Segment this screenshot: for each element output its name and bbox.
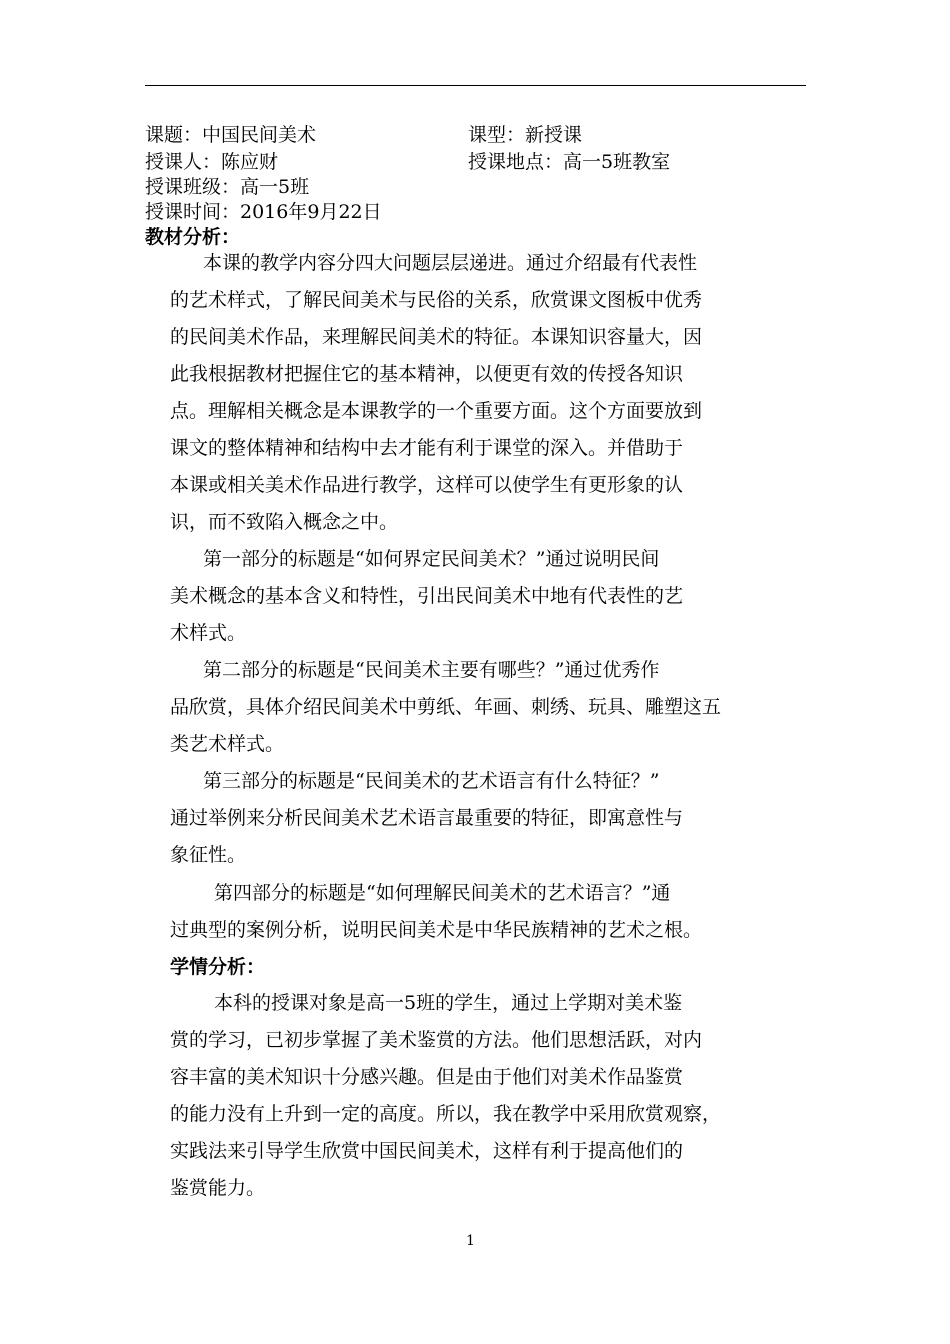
- textbook-analysis-heading: 教材分析：: [145, 226, 241, 248]
- student-analysis-heading: 学情分析：: [170, 956, 266, 978]
- textbook-line: 识，而不致陷入概念之中。: [170, 511, 399, 533]
- textbook-line: 过典型的案例分析，说明民间美术是中华民族精神的艺术之根。: [170, 919, 703, 941]
- textbook-line: 此我根据教材把握住它的基本精神，以便更有效的传授各知识: [170, 363, 684, 385]
- textbook-line: 第一部分的标题是“如何界定民间美术？”通过说明民间: [203, 548, 660, 570]
- textbook-line: 本课的教学内容分四大问题层层递进。通过介绍最有代表性: [203, 252, 698, 274]
- class-group: 授课班级：高一5班: [145, 176, 310, 198]
- course-title: 课题：中国民间美术: [145, 124, 317, 146]
- textbook-line: 本课或相关美术作品进行教学，这样可以使学生有更形象的认: [170, 474, 684, 496]
- textbook-line: 象征性。: [170, 844, 247, 866]
- textbook-line: 品欣赏，具体介绍民间美术中剪纸、年画、刺绣、玩具、雕塑这五: [170, 696, 722, 718]
- textbook-line: 通过举例来分析民间美术艺术语言最重要的特征，即寓意性与: [170, 807, 684, 829]
- textbook-line: 的艺术样式，了解民间美术与民俗的关系，欣赏课文图板中优秀: [170, 289, 703, 311]
- class-location: 授课地点：高一5班教室: [468, 151, 671, 173]
- course-type: 课型：新授课: [468, 124, 583, 146]
- student-line: 赏的学习，已初步掌握了美术鉴赏的方法。他们思想活跃，对内: [170, 1029, 703, 1051]
- textbook-line: 点。理解相关概念是本课教学的一个重要方面。这个方面要放到: [170, 400, 703, 422]
- teacher-name: 授课人：陈应财: [145, 151, 279, 173]
- textbook-line: 的民间美术作品，来理解民间美术的特征。本课知识容量大，因: [170, 326, 703, 348]
- student-line: 的能力没有上升到一定的高度。所以，我在教学中采用欣赏观察，: [170, 1103, 722, 1125]
- class-time: 授课时间：2016年9月22日: [145, 201, 382, 223]
- textbook-line: 术样式。: [170, 622, 247, 644]
- textbook-line: 第三部分的标题是“民间美术的艺术语言有什么特征？”: [203, 770, 660, 792]
- textbook-line: 第四部分的标题是“如何理解民间美术的艺术语言？”通: [214, 882, 671, 904]
- textbook-line: 类艺术样式。: [170, 733, 285, 755]
- textbook-line: 课文的整体精神和结构中去才能有利于课堂的深入。并借助于: [170, 437, 684, 459]
- page-number: 1: [466, 1233, 475, 1249]
- textbook-line: 美术概念的基本含义和特性，引出民间美术中地有代表性的艺: [170, 585, 684, 607]
- student-line: 鉴赏能力。: [170, 1177, 266, 1199]
- student-line: 本科的授课对象是高一5班的学生，通过上学期对美术鉴: [214, 992, 683, 1014]
- student-line: 容丰富的美术知识十分感兴趣。但是由于他们对美术作品鉴赏: [170, 1066, 684, 1088]
- header-rule: [145, 85, 806, 86]
- textbook-line: 第二部分的标题是“民间美术主要有哪些？”通过优秀作: [203, 659, 660, 681]
- student-line: 实践法来引导学生欣赏中国民间美术，这样有利于提高他们的: [170, 1140, 684, 1162]
